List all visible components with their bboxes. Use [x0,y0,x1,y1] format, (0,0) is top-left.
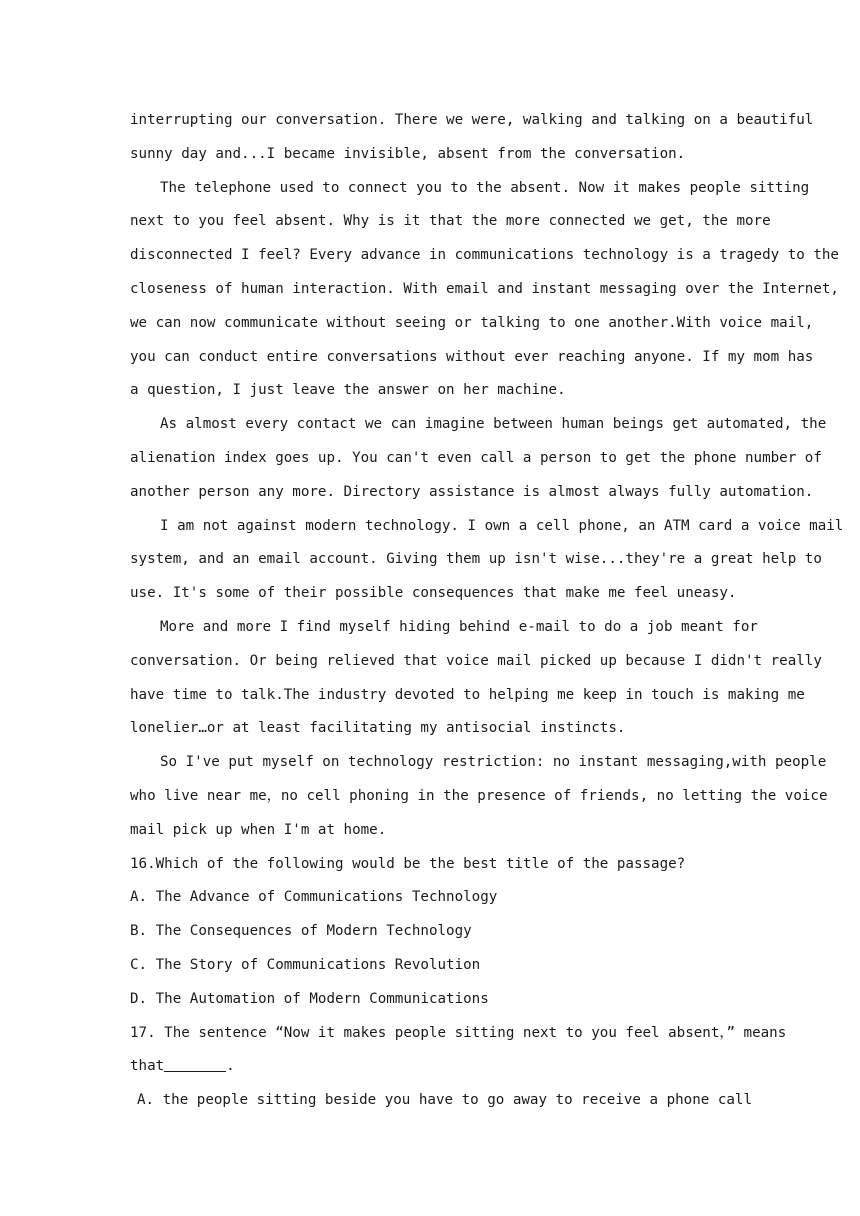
question-stem-continuation [130,1050,730,1084]
passage-line: lonelier…or at least facilitating my antisocial instincts. [130,720,626,737]
passage-line: system, and an email account. Giving them up isn't wise...they're a great help to [130,551,822,568]
question-16 [130,848,730,1017]
passage-line: closeness of human interaction. With email and instant messaging over the Internet, [130,280,839,297]
answer-option-a: A. The Advance of Communications Technology [130,889,498,906]
passage-line: sunny day and...I became invisible, absent from the conversation. [130,145,686,162]
answer-blank [164,1057,226,1072]
passage-line: interrupting our conversation. There we were, walking and talking on a beautiful [130,112,814,128]
paragraph-start-line: More and more I find myself hiding behind e-mail to do a job meant for [160,618,758,635]
passage [130,104,844,848]
stem-prefix: that [130,1058,165,1075]
question-stem: 16.Which of the following would be the best title of the passage? [130,855,686,872]
paragraph-start-line: So I've put myself on technology restriction: no instant messaging,with people [160,754,827,771]
answer-option-c: C. The Story of Communications Revolution [130,956,481,973]
passage-line: alienation index goes up. You can't even call a person to get the phone number of [130,449,822,466]
passage-line: use. It's some of their possible consequences that make me feel uneasy. [130,585,737,602]
passage-line: a question, I just leave the answer on her machine. [130,382,566,399]
answer-option-b: B. The Consequences of Modern Technology [130,923,472,940]
paragraph-start-line: The telephone used to connect you to the absent. Now it makes people sitting [160,179,810,196]
document-page [130,104,844,1118]
passage-line: mail pick up when I'm at home. [130,821,387,838]
paragraph-start-line: As almost every contact we can imagine between human beings get automated, the [160,416,827,433]
passage-line: disconnected I feel? Every advance in communications technology is a tragedy to the [130,247,839,264]
passage-line: we can now communicate without seeing or talking to one another.With voice mail, [130,314,814,331]
passage-line: have time to talk.The industry devoted to helping me keep in touch is making me [130,686,805,703]
answer-option-d: D. The Automation of Modern Communications [130,990,489,1007]
question-17 [130,1017,787,1118]
passage-line: next to you feel absent. Why is it that the more connected we get, the more [130,213,771,230]
passage-line: who live near me，no cell phoning in the presence of friends, no letting the voice [130,787,828,804]
passage-line: another person any more. Directory assistance is almost always fully automation. [130,483,814,500]
question-stem: 17. The sentence “Now it makes people sitting next to you feel absent，” means [130,1024,787,1041]
paragraph-start-line: I am not against modern technology. I own a cell phone, an ATM card a voice mail [160,517,844,534]
passage-line: you can conduct entire conversations without ever reaching anyone. If my mom has [130,348,814,365]
stem-suffix: . [226,1058,235,1075]
answer-option-a: A. the people sitting beside you have to go away to receive a phone call [137,1092,752,1109]
passage-line: conversation. Or being relieved that voice mail picked up because I didn't really [130,652,822,669]
